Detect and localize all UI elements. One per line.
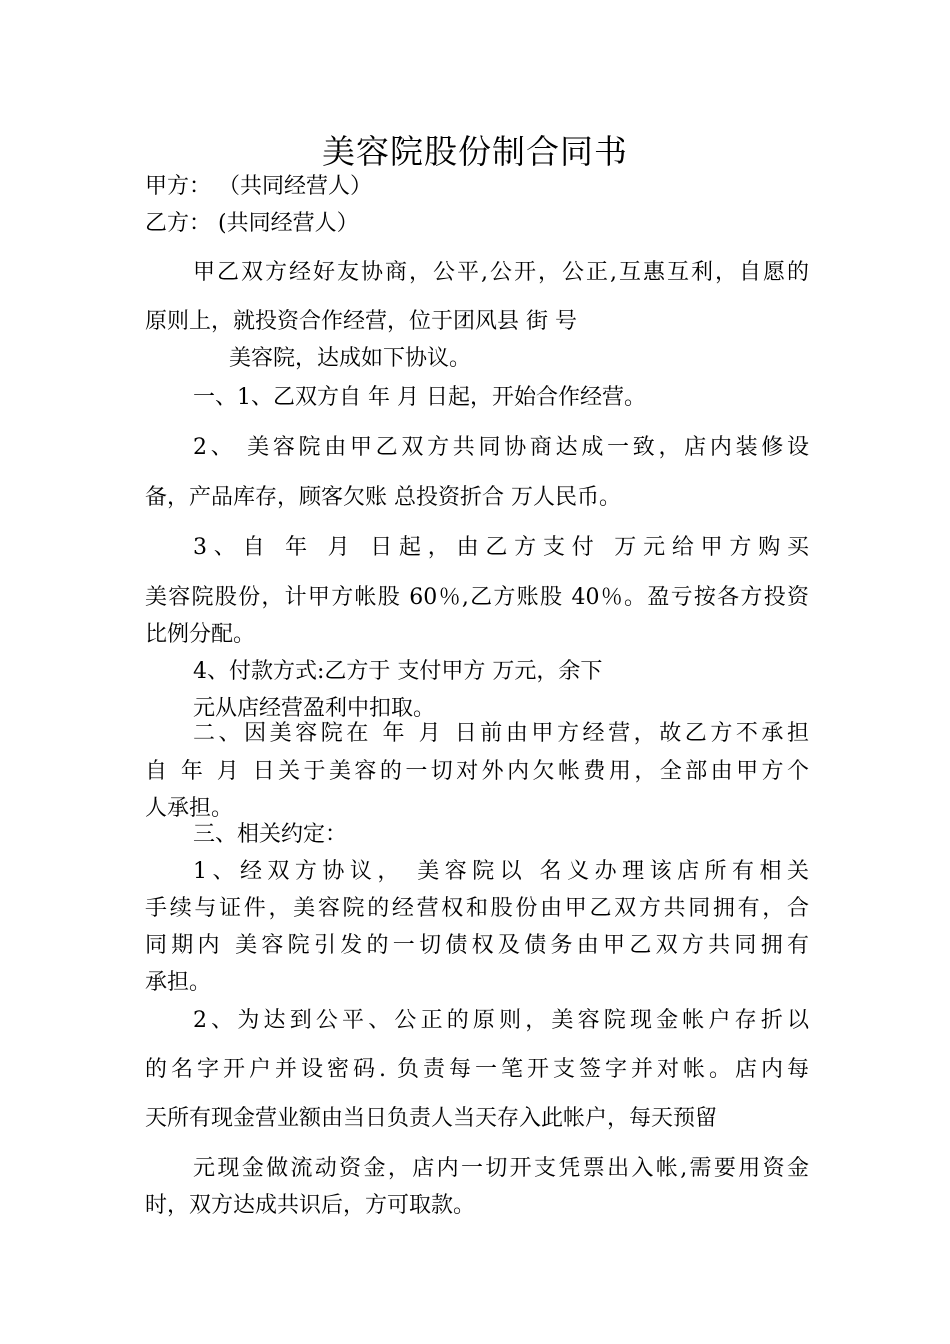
party-a-line: 甲方： （共同经营人） xyxy=(145,174,372,199)
clause-line: 手续与证件，美容院的经营权和股份由甲乙双方共同拥有，合 xyxy=(145,896,809,921)
clause-line: 3、自 年 月 日起，由乙方支付 万元给甲方购买 xyxy=(193,535,809,560)
clause-line: 同期内 美容院引发的一切债权及债务由甲乙双方共同拥有 xyxy=(145,933,809,958)
clause-line: 比例分配。 xyxy=(145,622,256,647)
party-b-line: 乙方： (共同经营人） xyxy=(145,211,359,236)
clause-line: 元从店经营盈利中扣取。 xyxy=(193,696,436,721)
paragraph-line: 原则上，就投资合作经营，位于团风县 街 号 xyxy=(145,309,577,334)
clause-line: 美容院股份，计甲方帐股 60％,乙方账股 40％。盈亏按各方投资 xyxy=(145,585,809,610)
clause-line: 的名字开户并设密码. 负责每一笔开支签字并对帐。店内每 xyxy=(145,1057,809,1082)
clause-line: 人承担。 xyxy=(145,796,234,821)
clause-line: 4、付款方式:乙方于 支付甲方 万元，余下 xyxy=(193,659,603,684)
clause-line: 2、为达到公平、公正的原则，美容院现金帐户存折以 xyxy=(193,1008,809,1033)
clause-line: 天所有现金营业额由当日负责人当天存入此帐户，每天预留 xyxy=(145,1106,718,1131)
clause-line: 元现金做流动资金，店内一切开支凭票出入帐,需要用资金 xyxy=(193,1156,809,1181)
clause-line: 承担。 xyxy=(145,970,212,995)
clause-line: 2、 美容院由甲乙双方共同协商达成一致，店内装修设 xyxy=(193,435,809,460)
clause-line: 二、因美容院在 年 月 日前由甲方经营，故乙方不承担 xyxy=(193,721,809,746)
paragraph-line: 甲乙双方经好友协商，公平,公开，公正,互惠互利，自愿的 xyxy=(193,260,809,285)
document-title: 美容院股份制合同书 xyxy=(322,132,628,171)
section-heading: 三、相关约定： xyxy=(193,822,348,847)
clause-line: 自 年 月 日关于美容的一切对外内欠帐费用，全部由甲方个 xyxy=(145,759,809,784)
clause-line: 1、经双方协议， 美容院以 名义办理该店所有相关 xyxy=(193,859,809,884)
paragraph-line: 美容院，达成如下协议。 xyxy=(229,346,472,371)
clause-line: 时，双方达成共识后，方可取款。 xyxy=(145,1193,476,1218)
clause-line: 一、1、乙双方自 年 月 日起，开始合作经营。 xyxy=(193,385,646,410)
clause-line: 备，产品库存，顾客欠账 总投资折合 万人民币。 xyxy=(145,485,621,510)
